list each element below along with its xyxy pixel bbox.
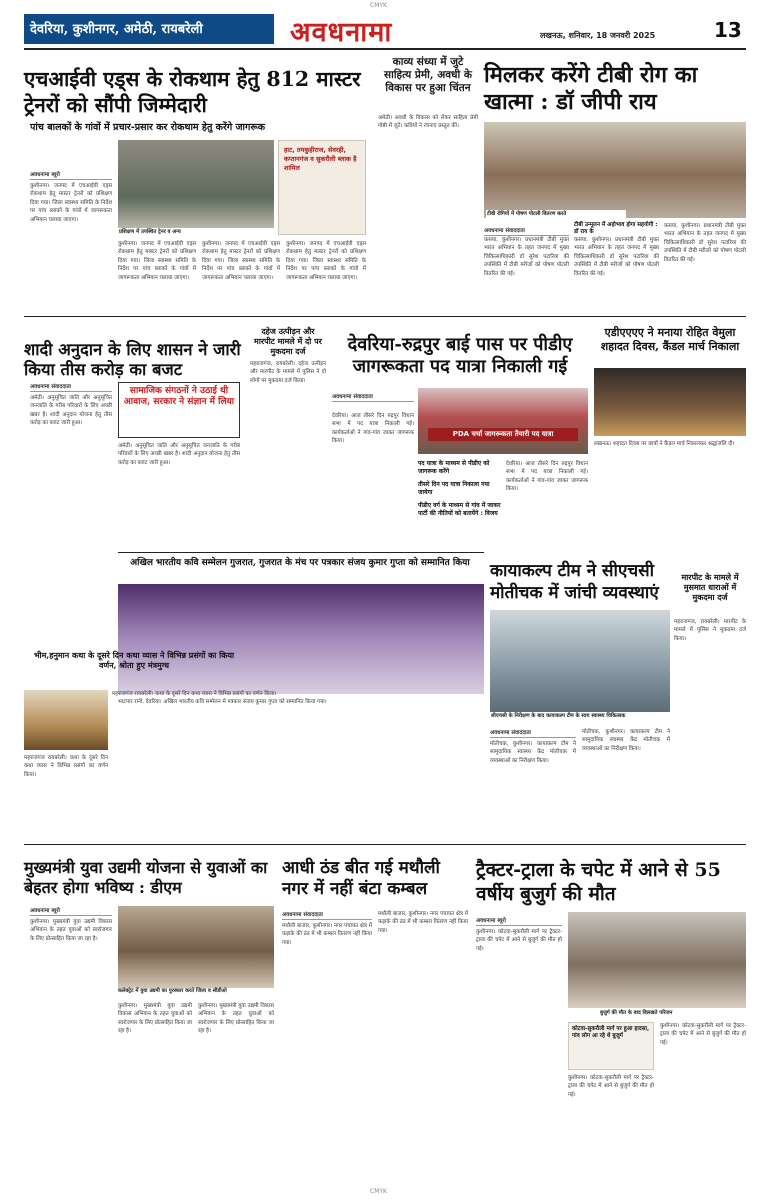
story3-body-col2: कसया, कुशीनगर। प्रधानमंत्री टीबी मुक्त भारत अभियान के तहत जनपद में मुख्य चिकित्साधिकारी डॉ सुरेश पटारिया की उपस्थिति में टीबी मरीजों को पोषण पोटली वितरित की गई। bbox=[574, 237, 659, 277]
story1-photo-caption: प्रशिक्षण में उपस्थित ट्रेनर व अन्य bbox=[118, 228, 274, 237]
story1-byline: अवधनामा ब्यूरो bbox=[30, 170, 112, 180]
masthead-rule bbox=[24, 48, 746, 50]
story3-headline: मिलकर करेंगे टीबी रोग का खात्मा : डॉ जीपी राय bbox=[484, 62, 698, 115]
story9-headline: कायाकल्प टीम ने सीएचसी मोतीचक में जांची व्यवस्थाएं bbox=[490, 561, 659, 603]
story12-headline: मुख्यमंत्री युवा उद्यमी योजना से युवाओं का बेहतर होगा भविष्य : डीएम bbox=[24, 858, 268, 897]
story1-body-col4: कुशीनगर। जनपद में एचआईवी एड्स रोकथाम हेतु मास्टर ट्रेनरों को प्रशिक्षण दिया गया। जिला स्वास्थ्य समिति के निर्देश पर पांच ब्लाकों के गांवों में जागरूकता अभियान चलाया जाएगा। bbox=[286, 241, 366, 281]
story4-body: अमेठी। अनुसूचित जाति और अनुसूचित जनजाति के गरीब परिवारों के लिए अच्छी खबर है। शादी अनुदान योजना हेतु तीस करोड़ का बजट जारी हुआ। bbox=[30, 395, 112, 427]
story8-photo bbox=[118, 584, 484, 694]
story6-bullet: पद यात्रा के माध्यम से पीडीए को जागरूक करेंगे bbox=[418, 460, 490, 475]
story11-body: महराजगंज रायबरेली। कथा के दूसरे दिन कथा व्यास ने विभिन्न प्रसंगों का वर्णन किया। bbox=[112, 691, 277, 697]
story9-body: मोतीचक, कुशीनगर। कायाकल्प टीम ने सामुदायिक स्वास्थ्य केंद्र मोतीचक में व्यवस्थाओं का निरीक्षण किया। bbox=[490, 741, 576, 764]
story12-byline: अवधनामा ब्यूरो bbox=[30, 906, 112, 916]
story6-bullet: पीडीए वर्ग के माध्यम से गांव में जाकर पार्टी की नीतियों को बतायेंगे : विजय bbox=[418, 502, 501, 517]
story12-body-col3: कुशीनगर। मुख्यमंत्री युवा उद्यमी विकास अभियान के तहत युवाओं को स्वरोजगार के लिए प्रोत्साहित किया जा रहा है। bbox=[198, 1003, 274, 1035]
page-number: 13 bbox=[714, 18, 742, 42]
story1-deck: पांच बालकों के गांवों में प्रचार-प्रसार कर रोकथाम हेतु करेंगे जागरूक bbox=[30, 122, 266, 133]
story14-pull-quote: कोटवा-सुकरौली मार्ग पर हुआ हादसा, गांव लोग आ रहे थे बुजुर्ग bbox=[572, 1026, 650, 1040]
story6-headline: देवरिया-रुद्रपुर बाई पास पर पीडीए जागरूकता पद यात्रा निकाली गई bbox=[347, 334, 573, 377]
story14-body-col2: कुशीनगर। कोटवा-सुकरौली मार्ग पर ट्रैक्टर-ट्राला की चपेट में आने से बुजुर्ग की मौत हो गई। bbox=[568, 1075, 654, 1098]
story2-body: अमेठी। अवधी के विकास को लेकर साहित्य प्रेमी गोष्ठी में जुटे। कवियों ने रचनाएं प्रस्तुत कीं। bbox=[378, 115, 478, 130]
story14-body-col3: कुशीनगर। कोटवा-सुकरौली मार्ग पर ट्रैक्टर-ट्राला की चपेट में आने से बुजुर्ग की मौत हो गई। bbox=[660, 1023, 746, 1046]
story14-body: कुशीनगर। कोटवा-सुकरौली मार्ग पर ट्रैक्टर-ट्राला की चपेट में आने से बुजुर्ग की मौत हो गई। bbox=[476, 929, 562, 952]
story4-box-headline: सामाजिक संगठनों ने उठाई थी आवाज, सरकार ने संज्ञान में लिया bbox=[123, 386, 235, 407]
story6-body: देवरिया। आज तीसरे दिन रुद्रपुर विधान सभा में पद यात्रा निकाली गई। कार्यकर्ताओं ने गांव-गांव जाकर जागरूक किया। bbox=[332, 413, 414, 445]
story5-body: महराजगंज, रायबरेली। दहेज उत्पीड़न और मारपीट के मामले में पुलिस ने दो लोगों पर मुकदमा दर्ज किया। bbox=[250, 361, 326, 384]
story9-photo bbox=[490, 610, 670, 714]
story14-photo bbox=[568, 912, 746, 1008]
divider-1 bbox=[24, 316, 746, 317]
story13-body-col2: मथौली बाजार, कुशीनगर। नगर पंचायत क्षेत्र में कड़ाके की ठंड में भी कम्बल वितरण नहीं किया गया। bbox=[378, 911, 468, 934]
footer-cmyk: CMYK bbox=[370, 1188, 387, 1195]
story1-body-col3: कुशीनगर। जनपद में एचआईवी एड्स रोकथाम हेतु मास्टर ट्रेनरों को प्रशिक्षण दिया गया। जिला स्वास्थ्य समिति के निर्देश पर पांच ब्लाकों के गांवों में जागरूकता अभियान चलाया जाएगा। bbox=[202, 241, 280, 281]
story7-photo bbox=[594, 368, 746, 436]
story1-photo bbox=[118, 140, 274, 235]
story10-body: महराजगंज, रायबरेली। मारपीट के मामले में पुलिस ने मुकदमा दर्ज किया। bbox=[674, 619, 746, 642]
story9-body-col2: मोतीचक, कुशीनगर। कायाकल्प टीम ने सामुदायिक स्वास्थ्य केंद्र मोतीचक में व्यवस्थाओं का निरीक्षण किया। bbox=[582, 729, 670, 752]
story1-headline: एचआईवी एड्स के रोकथाम हेतु 812 मास्टर ट्रेनरों को सौंपी जिम्मेदारी bbox=[24, 67, 361, 117]
story6-byline: अवधनामा संवाददाता bbox=[332, 392, 414, 402]
cmyk-mark: CMYK bbox=[370, 2, 387, 9]
divider-2 bbox=[118, 552, 484, 553]
story3-photo-caption: टीबी रोगियों में पोषण पोटली वितरण करते bbox=[486, 210, 626, 219]
story12-body: कुशीनगर। मुख्यमंत्री युवा उद्यमी विकास अभियान के तहत युवाओं को स्वरोजगार के लिए प्रोत्साहित किया जा रहा है। bbox=[30, 919, 112, 942]
story3-byline: अवधनामा संवाददाता bbox=[484, 226, 569, 236]
section-title: देवरिया, कुशीनगर, अमेठी, रायबरेली bbox=[30, 22, 203, 37]
story3-pull-quote: टीबी उन्मूलन में अहोभाव होगा सहयोगी : डॉ राय के bbox=[574, 222, 658, 235]
story1-body-col2: कुशीनगर। जनपद में एचआईवी एड्स रोकथाम हेतु मास्टर ट्रेनरों को प्रशिक्षण दिया गया। जिला स्वास्थ्य समिति के निर्देश पर पांच ब्लाकों के गांवों में जागरूकता अभियान चलाया जाएगा। bbox=[118, 241, 196, 281]
story4-headline: शादी अनुदान के लिए शासन ने जारी किया तीस करोड़ का बजट bbox=[24, 340, 241, 379]
story3-photo bbox=[484, 122, 746, 218]
story12-photo bbox=[118, 906, 274, 988]
story11-headline: भीम,हनुमान कथा के दूसरे दिन कथा व्यास ने विभिन्न प्रसंगों का किया वर्णन, श्रोता हुए मंत्रमुग्ध bbox=[33, 650, 235, 670]
story14-byline: अवधनामा ब्यूरो bbox=[476, 916, 562, 926]
logo: अवधनामा bbox=[290, 17, 393, 48]
story14-photo-caption: बुजुर्ग की मौत के बाद विलखते परिजन bbox=[600, 1010, 673, 1016]
story14-headline: ट्रैक्टर-ट्राला के चपेट में आने से 55 वर्षीय बुजुर्ग की मौत bbox=[476, 859, 721, 905]
story13-body: मथौली बाजार, कुशीनगर। नगर पंचायत क्षेत्र में कड़ाके की ठंड में भी कम्बल वितरण नहीं किया गया। bbox=[282, 923, 372, 946]
story11-photo bbox=[24, 690, 108, 750]
story8-body: भाटपार रानी, देवरिया। अखिल भारतीय कवि सम्मेलन में पत्रकार संजय कुमार गुप्ता को सम्मानित किया गया। bbox=[118, 699, 327, 705]
story11-body-col2: महराजगंज रायबरेली। कथा के दूसरे दिन कथा व्यास ने विभिन्न प्रसंगों का वर्णन किया। bbox=[24, 755, 108, 778]
story4-box bbox=[118, 382, 240, 438]
story1-pull-quote: हाट, तमकुहीराज, सेवरही, कप्तानगंज व सुकरौली ब्लाक है शामिल bbox=[284, 146, 357, 172]
story7-body: लखनऊ। शहादत दिवस पर छात्रों ने कैंडल मार्च निकालकर श्रद्धांजलि दी। bbox=[594, 441, 735, 447]
story4-byline: अवधनामा संवाददाता bbox=[30, 382, 112, 392]
story7-headline: एडीएएएए ने मनाया रोहित वेमुला शहादत दिवस, कैंडल मार्च निकाला bbox=[600, 326, 740, 353]
story9-photo-caption: सीएचसी के निरीक्षण के बाद कायाकल्प टीम के साथ स्वास्थ्य चिकित्सक bbox=[490, 712, 670, 721]
story13-headline: आधी ठंड बीत गई मथौली नगर में नहीं बंटा कम्बल bbox=[282, 858, 440, 899]
story2-headline: काव्य संध्या में जुटे साहित्य प्रेमी, अवधी के विकास पर हुआ चिंतन bbox=[384, 56, 472, 94]
dateline: लखनऊ, शनिवार, 18 जनवरी 2025 bbox=[540, 31, 656, 40]
story6-body-col2: देवरिया। आज तीसरे दिन रुद्रपुर विधान सभा में पद यात्रा निकाली गई। कार्यकर्ताओं ने गांव-गांव जाकर जागरूक किया। bbox=[506, 461, 588, 493]
story6-banner: PDA चर्चा जागरूकता तैयारी पद यात्रा bbox=[428, 428, 578, 441]
story12-body-col2: कुशीनगर। मुख्यमंत्री युवा उद्यमी विकास अभियान के तहत युवाओं को स्वरोजगार के लिए प्रोत्साहित किया जा रहा है। bbox=[118, 1003, 192, 1035]
story5-headline: दहेज उत्पीड़न और मारपीट मामले में दो पर मुकदमा दर्ज bbox=[254, 326, 322, 356]
story6-photo bbox=[418, 388, 588, 454]
story8-headline: अखिल भारतीय कवि सम्मेलन गुजरात, गुजरात के मंच पर पत्रकार संजय कुमार गुप्ता को सम्मानित किया bbox=[130, 558, 470, 568]
story12-photo-caption: कलेक्ट्रेट में युवा उद्यमी का पुरस्कार करते जिला व सीडीओ bbox=[118, 988, 227, 994]
divider-3 bbox=[24, 844, 746, 845]
story9-byline: अवधनामा संवाददाता bbox=[490, 728, 576, 738]
story1-body: कुशीनगर। जनपद में एचआईवी एड्स रोकथाम हेतु मास्टर ट्रेनरों को प्रशिक्षण दिया गया। जिला स्वास्थ्य समिति के निर्देश पर पांच ब्लाकों के गांवों में जागरूकता अभियान चलाया जाएगा। bbox=[30, 183, 112, 223]
story4-body-col2: अमेठी। अनुसूचित जाति और अनुसूचित जनजाति के गरीब परिवारों के लिए अच्छी खबर है। शादी अनुदान योजना हेतु तीस करोड़ का बजट जारी हुआ। bbox=[118, 443, 240, 466]
story6-bullets bbox=[418, 460, 502, 518]
story13-byline: अवधनामा संवाददाता bbox=[282, 910, 372, 920]
story3-body-col3: कसया, कुशीनगर। प्रधानमंत्री टीबी मुक्त भारत अभियान के तहत जनपद में मुख्य चिकित्साधिकारी डॉ सुरेश पटारिया की उपस्थिति में टीबी मरीजों को पोषण पोटली वितरित की गई। bbox=[664, 223, 746, 263]
story10-headline: मारपीट के मामले में मुसमात धाराओं में मुकदमा दर्ज bbox=[681, 572, 739, 602]
story3-body: कसया, कुशीनगर। प्रधानमंत्री टीबी मुक्त भारत अभियान के तहत जनपद में मुख्य चिकित्साधिकारी डॉ सुरेश पटारिया की उपस्थिति में टीबी मरीजों को पोषण पोटली वितरित की गई। bbox=[484, 237, 569, 277]
story6-bullet: तीसरे दिन पद यात्रा निकाला गया जायेगा bbox=[418, 481, 490, 496]
